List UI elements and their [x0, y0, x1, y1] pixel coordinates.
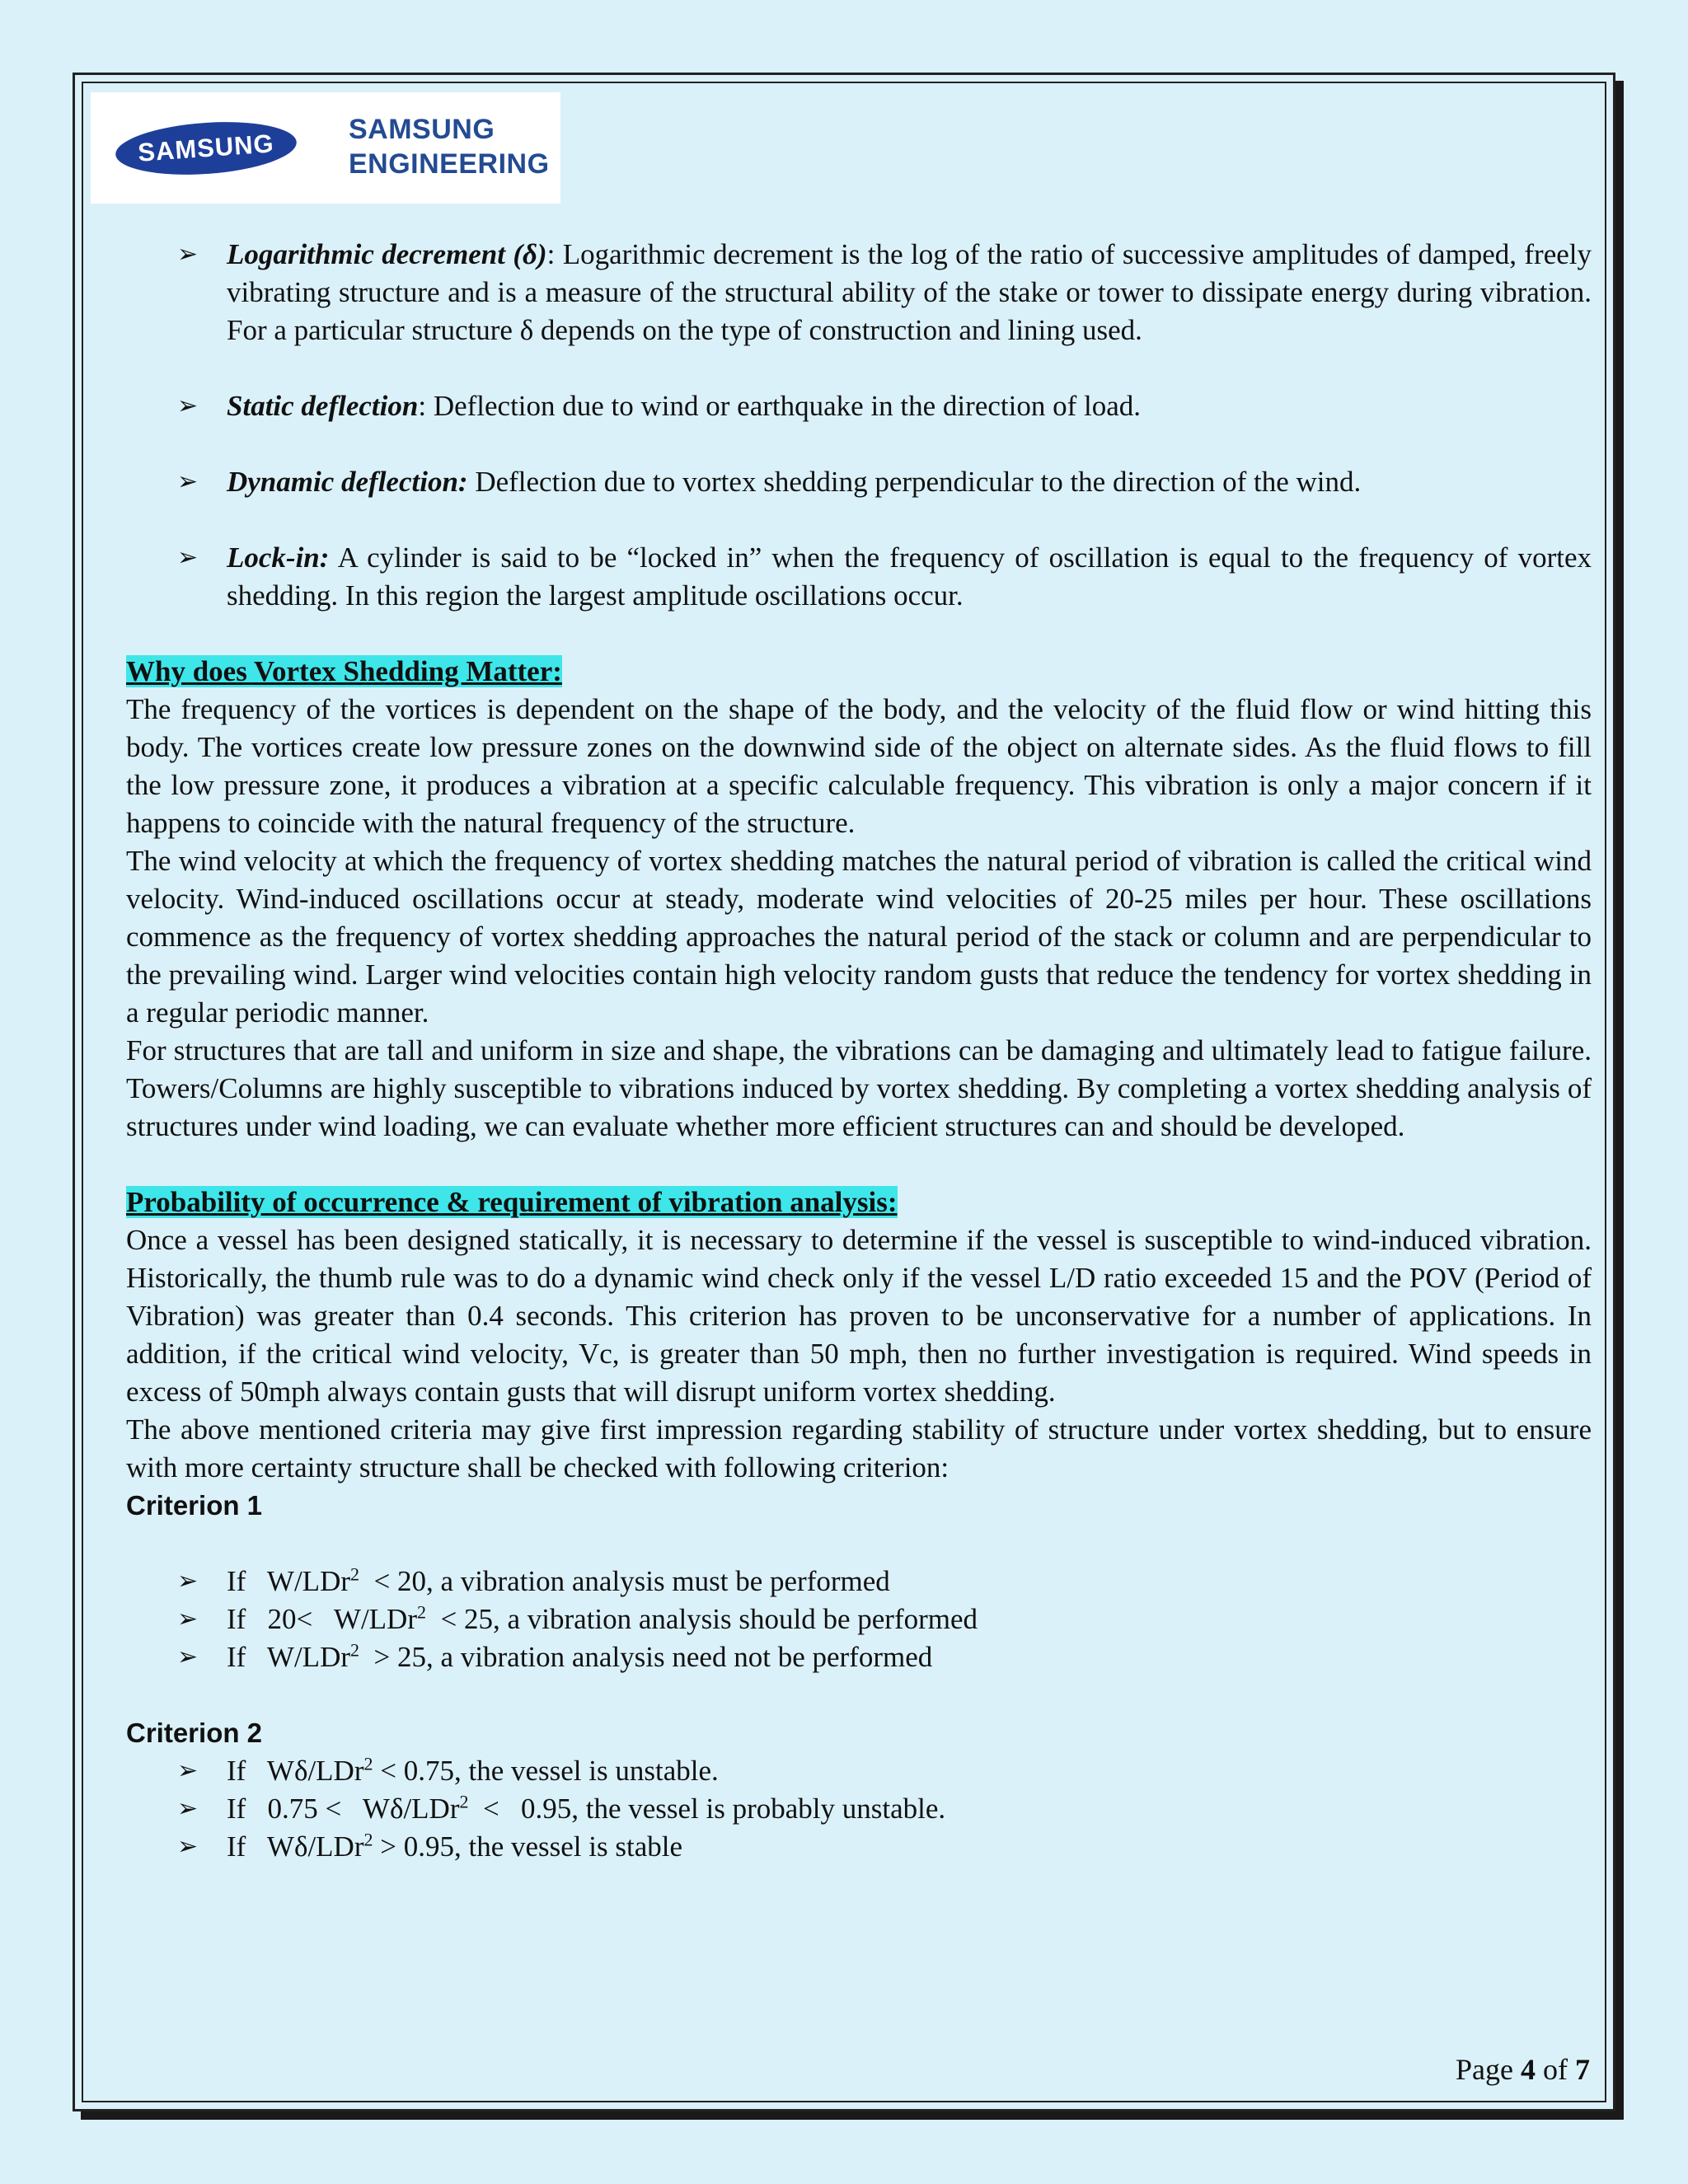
paragraph: The frequency of the vortices is dependent on the shape of the body, and the velocity of the fluid flow or wind hitting this body. The vortices create low pressure zones on the downwind side of the object on alternate sides. As the fluid flows to fill the low pressure zone, it produces a vibration at a specific calculable frequency. This vibration is only a major concern if it happens to coincide with the natural frequency of the structure. [126, 693, 1592, 839]
definition-term: Static deflection [227, 390, 419, 422]
superscript: 2 [350, 1563, 359, 1585]
criterion-text: If Wδ/LDr [227, 1830, 364, 1863]
section-heading [126, 653, 1592, 691]
criterion-text: If Wδ/LDr [227, 1755, 364, 1787]
highlighted-heading: Why does Vortex Shedding Matter: [126, 655, 562, 687]
criterion-text: < 0.95, the vessel is probably unstable. [468, 1793, 946, 1825]
logo-line-2: ENGINEERING [349, 148, 550, 180]
arrow-bullet-icon: ➢ [177, 1605, 199, 1633]
criterion-text: < 25, a vibration analysis should be performed [426, 1603, 978, 1635]
paragraph: The above mentioned criteria may give first impression regarding stability of structure under vortex shedding, but to ensure with more certainty structure shall be checked with following criterion: [126, 1413, 1592, 1483]
definition-separator: : [418, 390, 434, 422]
superscript: 2 [363, 1753, 373, 1774]
criterion-text: > 0.95, the vessel is stable [373, 1830, 683, 1863]
criterion-item [126, 1790, 1592, 1828]
definition-separator [329, 541, 337, 574]
criterion-title: Criterion 2 [126, 1718, 263, 1748]
definition-text: Logarithmic decrement is the log of the ratio of successive amplitudes of damped, freely vibrating structure and is a measure of the structural ability of the stake or tower to dissipate energy during vibration. For a particular structure δ depends on the type of construction and lining used. [227, 238, 1592, 346]
criterion-text: > 25, a vibration analysis need not be performed [359, 1641, 933, 1673]
highlighted-heading: Probability of occurrence & requirement of vibration analysis: [126, 1186, 898, 1218]
definition-text: A cylinder is said to be “locked in” when the frequency of oscillation is equal to the frequency of vortex shedding. In this region the largest amplitude oscillations occur. [227, 541, 1592, 612]
criterion-text: If W/LDr [227, 1641, 350, 1673]
superscript: 2 [350, 1639, 359, 1661]
definition-text: Deflection due to vortex shedding perpendicular to the direction of the wind. [475, 466, 1362, 498]
definition-item [126, 539, 1592, 615]
criterion-item [126, 1828, 1592, 1866]
logo-line-1: SAMSUNG [349, 114, 495, 145]
page-label: Page [1456, 2053, 1513, 2086]
arrow-bullet-icon: ➢ [177, 1756, 199, 1785]
definition-text: Deflection due to wind or earthquake in the direction of load. [433, 390, 1141, 422]
superscript: 2 [417, 1601, 426, 1623]
arrow-bullet-icon: ➢ [177, 240, 199, 269]
definition-term: Lock-in: [227, 541, 330, 574]
page-content [126, 236, 1592, 1866]
paragraph: For structures that are tall and uniform in size and shape, the vibrations can be damaging and ultimately lead to fatigue failure. Towers/Columns are highly susceptible to vibrations induced by vortex shedding. By completing a vortex shedding analysis of structures under wind loading, we can evaluate whether more efficient structures can and should be developed. [126, 1034, 1592, 1142]
arrow-bullet-icon: ➢ [177, 1643, 199, 1671]
criterion-item [126, 1601, 1592, 1638]
page-number [1456, 2052, 1590, 2087]
definition-term: Dynamic deflection: [227, 466, 468, 498]
definition-item [126, 463, 1592, 501]
section-heading [126, 1183, 1592, 1221]
superscript: 2 [459, 1791, 469, 1812]
definition-separator: : [546, 238, 563, 270]
arrow-bullet-icon: ➢ [177, 391, 199, 420]
criterion-item [126, 1638, 1592, 1676]
definition-item [126, 236, 1592, 349]
arrow-bullet-icon: ➢ [177, 543, 199, 572]
paragraph: Once a vessel has been designed statically, it is necessary to determine if the vessel is susceptible to wind-induced vibration. Historically, the thumb rule was to do a dynamic wind check only if the vessel L/D ratio exceeded 15 and the POV (Period of Vibration) was greater than 0.4 seconds. This criterion has proven to be unconservative for a number of applications. In addition, if the critical wind velocity, Vc, is greater than 50 mph, then no further investigation is required. Wind speeds in excess of 50mph always contain gusts that will disrupt uniform vortex shedding. [126, 1224, 1592, 1408]
arrow-bullet-icon: ➢ [177, 1567, 199, 1596]
criterion-text: < 0.75, the vessel is unstable. [373, 1755, 719, 1787]
arrow-bullet-icon: ➢ [177, 1832, 199, 1861]
arrow-bullet-icon: ➢ [177, 1794, 199, 1823]
criterion-text: If 0.75 < Wδ/LDr [227, 1793, 460, 1825]
logo-wordmark [349, 112, 550, 181]
page-total: 7 [1575, 2053, 1590, 2086]
samsung-oval-logo [114, 116, 298, 180]
criterion-text: If W/LDr [227, 1565, 350, 1597]
criterion-item [126, 1752, 1592, 1790]
criterion-item [126, 1563, 1592, 1601]
criterion-title: Criterion 1 [126, 1490, 263, 1521]
page-of-label: of [1543, 2053, 1568, 2086]
superscript: 2 [363, 1829, 373, 1850]
definition-separator [468, 466, 476, 498]
criterion-text: < 20, a vibration analysis must be performed [359, 1565, 890, 1597]
criterion-text: If 20< W/LDr [227, 1603, 417, 1635]
paragraph: The wind velocity at which the frequency of vortex shedding matches the natural period of vibration is called the critical wind velocity. Wind-induced oscillations occur at steady, moderate wind velocities of 20-25 miles per hour. These oscillations commence as the frequency of vortex shedding approaches the natural period of the stack or column and are perpendicular to the prevailing wind. Larger wind velocities contain high velocity random gusts that reduce the tendency for vortex shedding in a regular periodic manner. [126, 845, 1592, 1029]
arrow-bullet-icon: ➢ [177, 467, 199, 496]
definition-item [126, 387, 1592, 425]
page-current: 4 [1521, 2053, 1536, 2086]
samsung-engineering-logo [91, 92, 560, 204]
definition-term: Logarithmic decrement (δ) [227, 238, 547, 270]
logo-oval-text: SAMSUNG [137, 129, 275, 167]
